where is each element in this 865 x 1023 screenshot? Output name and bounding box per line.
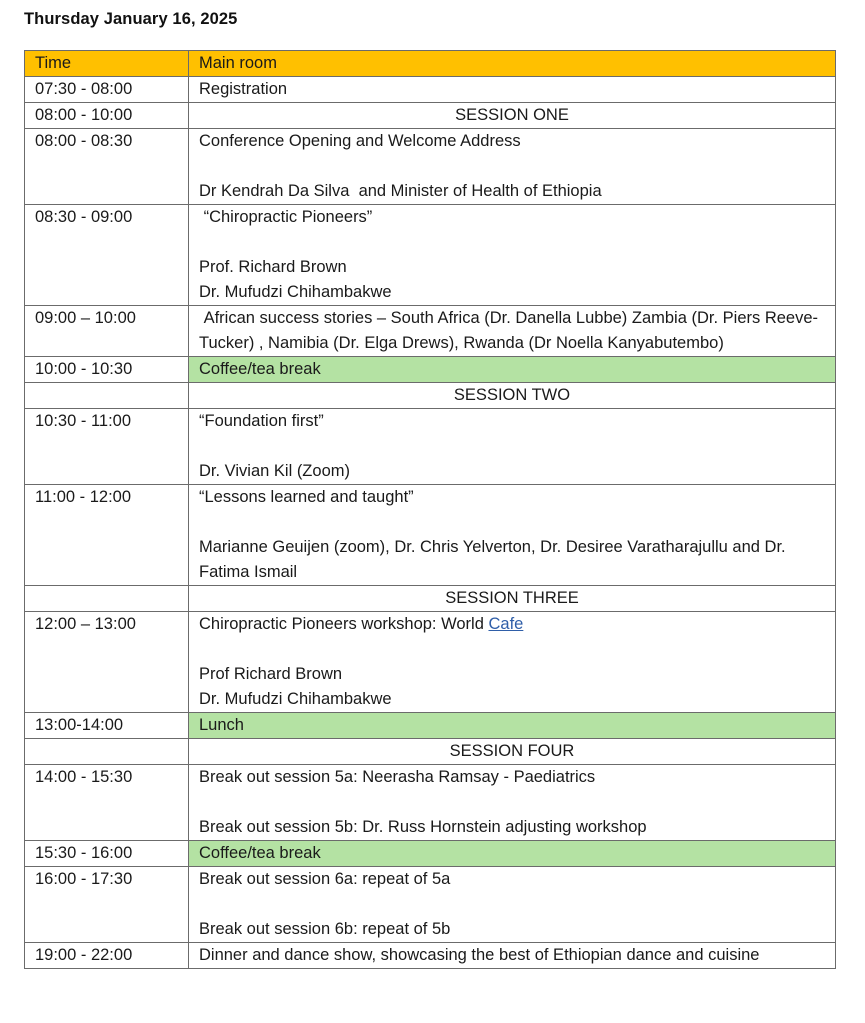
break-cell: Coffee/tea break bbox=[189, 357, 836, 383]
event-cell bbox=[189, 409, 836, 485]
spacer bbox=[199, 790, 825, 815]
event-speaker: Dr. Mufudzi Chihambakwe bbox=[199, 283, 392, 301]
time-cell: 08:00 - 10:00 bbox=[25, 103, 189, 129]
table-header-row bbox=[25, 51, 836, 77]
time-cell: 11:00 - 12:00 bbox=[25, 485, 189, 586]
spacer bbox=[199, 892, 825, 917]
time-cell: 12:00 – 13:00 bbox=[25, 612, 189, 713]
event-speaker: Prof. Richard Brown bbox=[199, 258, 347, 276]
spacer bbox=[199, 510, 825, 535]
event-speaker: Dr. Mufudzi Chihambakwe bbox=[199, 690, 392, 708]
breakout-session-6b: Break out session 6b: repeat of 5b bbox=[199, 920, 451, 938]
table-row bbox=[25, 943, 836, 969]
session-heading: SESSION ONE bbox=[189, 103, 836, 129]
table-row bbox=[25, 409, 836, 485]
event-cell bbox=[189, 943, 836, 969]
table-row bbox=[25, 765, 836, 841]
time-cell bbox=[25, 739, 189, 765]
breakout-session-5a: Break out session 5a: Neerasha Ramsay - Paediatrics bbox=[199, 768, 596, 786]
event-cell bbox=[189, 306, 836, 357]
event-title: “Lessons learned and taught” bbox=[199, 488, 414, 506]
time-cell: 09:00 – 10:00 bbox=[25, 306, 189, 357]
event-speakers: Dr Kendrah Da Silva and Minister of Health of Ethiopia bbox=[199, 182, 602, 200]
time-cell: 10:00 - 10:30 bbox=[25, 357, 189, 383]
spacer bbox=[199, 154, 825, 179]
event-title: “Chiropractic Pioneers” bbox=[199, 208, 373, 226]
event-cell bbox=[189, 867, 836, 943]
table-row bbox=[25, 77, 836, 103]
time-cell: 19:00 - 22:00 bbox=[25, 943, 189, 969]
event-cell bbox=[189, 765, 836, 841]
event-title: “Foundation first” bbox=[199, 412, 324, 430]
schedule-table bbox=[24, 50, 836, 969]
session-row bbox=[25, 103, 836, 129]
event-cell bbox=[189, 77, 836, 103]
header-main-room: Main room bbox=[189, 51, 836, 77]
session-heading: SESSION TWO bbox=[189, 383, 836, 409]
break-row bbox=[25, 713, 836, 739]
event-speaker: Prof Richard Brown bbox=[199, 665, 343, 683]
break-row bbox=[25, 357, 836, 383]
event-title: Registration bbox=[199, 80, 288, 98]
page-title: Thursday January 16, 2025 bbox=[24, 10, 238, 28]
breakout-session-6a: Break out session 6a: repeat of 5a bbox=[199, 870, 451, 888]
table-row bbox=[25, 485, 836, 586]
break-cell: Lunch bbox=[189, 713, 836, 739]
event-cell bbox=[189, 612, 836, 713]
event-title-text: Chiropractic Pioneers workshop: World bbox=[199, 615, 489, 633]
spacer bbox=[199, 230, 825, 255]
event-cell bbox=[189, 129, 836, 205]
time-cell: 08:00 - 08:30 bbox=[25, 129, 189, 205]
time-cell bbox=[25, 586, 189, 612]
event-speaker: Dr. Vivian Kil (Zoom) bbox=[199, 462, 350, 480]
event-title: African success stories – South Africa (Dr. Danella Lubbe) Zambia (Dr. Piers Reeve-Tucker) , Namibia (Dr. Elga Drews), Rwanda (Dr Noella Kanyabutembo) bbox=[199, 309, 819, 352]
header-time: Time bbox=[25, 51, 189, 77]
time-cell: 16:00 - 17:30 bbox=[25, 867, 189, 943]
event-cell bbox=[189, 485, 836, 586]
spacer bbox=[199, 434, 825, 459]
event-speakers: Marianne Geuijen (zoom), Dr. Chris Yelverton, Dr. Desiree Varatharajullu and Dr. Fatima Ismail bbox=[199, 538, 786, 581]
table-row bbox=[25, 205, 836, 306]
event-cell bbox=[189, 205, 836, 306]
session-heading: SESSION FOUR bbox=[189, 739, 836, 765]
table-row bbox=[25, 306, 836, 357]
time-cell: 08:30 - 09:00 bbox=[25, 205, 189, 306]
cafe-link[interactable]: Cafe bbox=[488, 615, 524, 633]
break-cell: Coffee/tea break bbox=[189, 841, 836, 867]
table-row bbox=[25, 612, 836, 713]
session-row bbox=[25, 383, 836, 409]
time-cell: 10:30 - 11:00 bbox=[25, 409, 189, 485]
time-cell bbox=[25, 383, 189, 409]
break-row bbox=[25, 841, 836, 867]
event-title bbox=[199, 612, 825, 637]
table-row bbox=[25, 867, 836, 943]
breakout-session-5b: Break out session 5b: Dr. Russ Hornstein adjusting workshop bbox=[199, 818, 647, 836]
time-cell: 13:00-14:00 bbox=[25, 713, 189, 739]
spacer bbox=[199, 637, 825, 662]
event-title: Dinner and dance show, showcasing the best of Ethiopian dance and cuisine bbox=[199, 946, 760, 964]
time-cell: 07:30 - 08:00 bbox=[25, 77, 189, 103]
session-row bbox=[25, 586, 836, 612]
time-cell: 15:30 - 16:00 bbox=[25, 841, 189, 867]
table-row bbox=[25, 129, 836, 205]
time-cell: 14:00 - 15:30 bbox=[25, 765, 189, 841]
session-row bbox=[25, 739, 836, 765]
session-heading: SESSION THREE bbox=[189, 586, 836, 612]
event-title: Conference Opening and Welcome Address bbox=[199, 132, 521, 150]
